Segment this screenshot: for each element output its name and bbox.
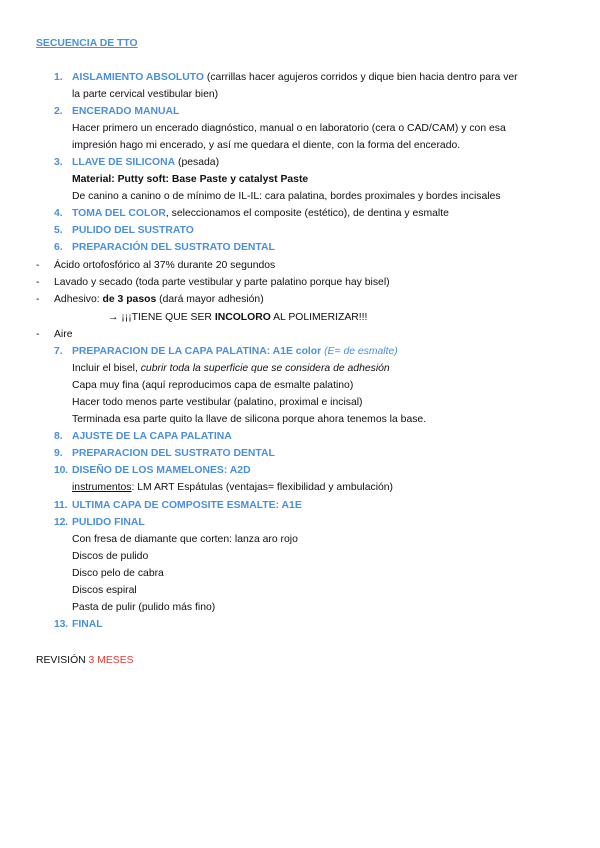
step-number: 6. <box>54 242 63 253</box>
step-2 <box>54 105 179 118</box>
step-2-line-2: impresión hago mi encerado, y así me quedara el diente, con la forma del encerado. <box>72 140 461 151</box>
adhesive-note: (dará mayor adhesión) <box>156 294 264 305</box>
step-text: , seleccionamos el composite (estético), de dentina y esmalte <box>165 208 449 219</box>
step-number: 12. <box>54 517 68 528</box>
step-title: PULIDO FINAL <box>72 517 145 528</box>
step-number: 10. <box>54 465 68 476</box>
step-number: 4. <box>54 208 63 219</box>
step-3 <box>54 156 219 169</box>
adhesive-steps: de 3 pasos <box>102 294 157 305</box>
step-6 <box>54 241 275 254</box>
dash-item-wash <box>36 276 390 289</box>
step-1-continuation: la parte cervical vestibular bien) <box>72 89 219 100</box>
dash-bullet: - <box>36 277 40 288</box>
step-title: AISLAMIENTO ABSOLUTO <box>72 72 205 83</box>
bevel-text: Incluir el bisel, <box>72 363 141 374</box>
dash-bullet: - <box>36 329 40 340</box>
arrow-text: → ¡¡¡TIENE QUE SER <box>108 312 215 323</box>
arrow-bold: INCOLORO <box>214 312 271 323</box>
step-10 <box>54 464 251 477</box>
step-8 <box>54 430 232 443</box>
revision-value: 3 MESES <box>88 655 134 666</box>
step-title: PREPARACION DE LA CAPA PALATINA: A1E color <box>72 346 322 357</box>
step-7-line-1 <box>72 362 390 375</box>
dash-item-acid <box>36 259 276 272</box>
step-number: 3. <box>54 157 63 168</box>
step-number: 2. <box>54 106 63 117</box>
step-text: (pesada) <box>175 157 220 168</box>
step-title: PREPARACION DEL SUSTRATO DENTAL <box>72 448 275 459</box>
adhesive-label: Adhesivo: <box>54 294 103 305</box>
step-number: 11. <box>54 500 68 511</box>
step-number: 13. <box>54 619 68 630</box>
step-13 <box>54 618 103 631</box>
instruments-text: : LM ART Espátulas (ventajas= flexibilidad y ambulación) <box>131 482 394 493</box>
step-number: 9. <box>54 448 63 459</box>
step-title: DISEÑO DE LOS MAMELONES: A2D <box>72 465 251 476</box>
document-title: SECUENCIA DE TTO <box>36 38 138 49</box>
step-3-line-2: De canino a canino o de mínimo de IL-IL: cara palatina, bordes proximales y bordes incisales <box>72 191 501 202</box>
step-title: ULTIMA CAPA DE COMPOSITE ESMALTE: A1E <box>72 500 302 511</box>
step-3-material: Material: Putty soft: Base Paste y catalyst Paste <box>72 174 309 185</box>
dash-text: Lavado y secado (toda parte vestibular y parte palatino porque hay bisel) <box>54 277 390 288</box>
step-number: 5. <box>54 225 63 236</box>
step-9 <box>54 447 275 460</box>
step-title: LLAVE DE SILICONA <box>72 157 176 168</box>
instruments-label: instrumentos <box>72 482 132 493</box>
step-title: FINAL <box>72 619 103 630</box>
step-7-line-3: Hacer todo menos parte vestibular (palatino, proximal e incisal) <box>72 397 363 408</box>
step-title: PULIDO DEL SUSTRATO <box>72 225 194 236</box>
polish-item: Con fresa de diamante que corten: lanza aro rojo <box>72 534 298 545</box>
dash-item-air <box>36 328 73 341</box>
step-7 <box>54 345 398 358</box>
step-12 <box>54 516 145 529</box>
polish-item: Disco pelo de cabra <box>72 568 164 579</box>
step-title: AJUSTE DE LA CAPA PALATINA <box>72 431 232 442</box>
step-10-instruments <box>72 481 393 494</box>
step-4 <box>54 207 449 220</box>
arrow-note <box>108 311 367 324</box>
step-title: ENCERADO MANUAL <box>72 106 180 117</box>
revision-line <box>36 654 134 667</box>
revision-label: REVISIÓN <box>36 655 89 666</box>
step-number: 8. <box>54 431 63 442</box>
dash-text: Aire <box>54 329 73 340</box>
step-7-line-4: Terminada esa parte quito la llave de silicona porque ahora tenemos la base. <box>72 414 427 425</box>
step-title: PREPARACIÓN DEL SUSTRATO DENTAL <box>72 242 275 253</box>
step-note: (E= de esmalte) <box>324 346 398 357</box>
step-7-line-2: Capa muy fina (aquí reproducimos capa de esmalte palatino) <box>72 380 354 391</box>
dash-item-adhesive <box>36 293 264 306</box>
step-1 <box>54 71 518 84</box>
dash-text: Ácido ortofosfórico al 37% durante 20 segundos <box>54 260 276 271</box>
step-text: (carrillas hacer agujeros corridos y dique bien hacia dentro para ver <box>204 72 518 83</box>
dash-bullet: - <box>36 294 40 305</box>
dash-text <box>54 293 264 306</box>
arrow-tail: AL POLIMERIZAR!!! <box>270 312 368 323</box>
bevel-italic: cubrir toda la superficie que se considera de adhesión <box>140 363 390 374</box>
step-title: TOMA DEL COLOR <box>72 208 166 219</box>
step-number: 7. <box>54 346 63 357</box>
step-5 <box>54 224 194 237</box>
polish-item: Discos espiral <box>72 585 137 596</box>
polish-item: Discos de pulido <box>72 551 149 562</box>
polish-item: Pasta de pulir (pulido más fino) <box>72 602 216 613</box>
step-number: 1. <box>54 72 63 83</box>
step-11 <box>54 499 302 512</box>
dash-bullet: - <box>36 260 40 271</box>
step-2-line-1: Hacer primero un encerado diagnóstico, manual o en laboratorio (cera o CAD/CAM) y con esa <box>72 123 506 134</box>
